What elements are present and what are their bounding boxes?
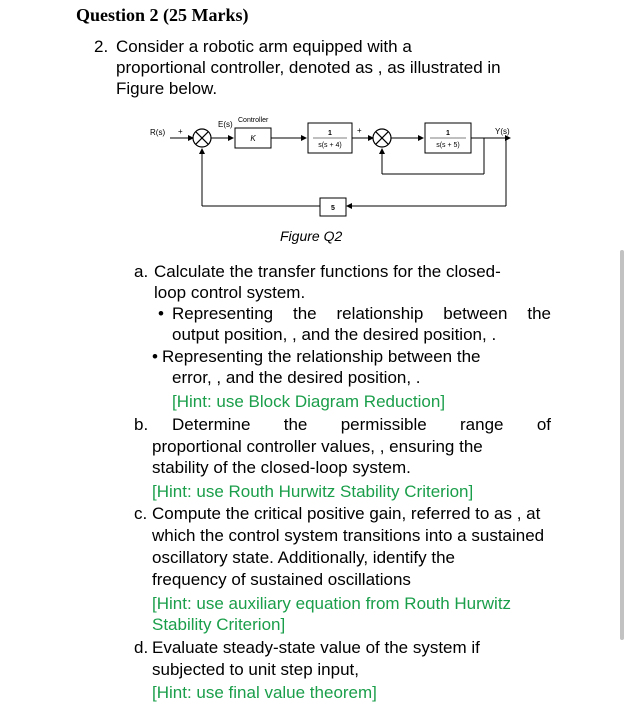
part-c-hint-line-1: [Hint: use auxiliary equation from Routh Hurwitz (152, 594, 512, 613)
part-c-label: c. (134, 504, 148, 523)
part-c-line-1: Compute the critical positive gain, referred to as , at (152, 504, 541, 523)
bullet-1-mark: • (158, 304, 164, 323)
figure-caption: Figure Q2 (280, 228, 343, 244)
part-d-hint: [Hint: use final value theorem] (152, 683, 377, 702)
plant2-numerator: 1 (446, 130, 450, 137)
feedback-gain: 5 (331, 205, 335, 212)
part-b-hint: [Hint: use Routh Hurwitz Stability Criterion] (152, 482, 474, 501)
bullet-2-line-2: error, , and the desired position, . (172, 368, 421, 387)
part-c-line-2: which the control system transitions into a sustained (152, 526, 545, 545)
intro-line-3: Figure below. (116, 79, 218, 98)
part-a-label: a. (134, 262, 149, 281)
part-d-line-2: subjected to unit step input, (152, 660, 359, 679)
intro-line-1: Consider a robotic arm equipped with a (116, 37, 412, 56)
output-label: Y(s) (495, 127, 510, 136)
sum1-sign: + (178, 127, 183, 136)
sum2-sign: + (357, 126, 362, 135)
part-d-line-1: Evaluate steady-state value of the system if (152, 638, 480, 657)
input-label: R(s) (150, 128, 166, 137)
plant1-denominator: s(s + 4) (318, 142, 342, 149)
bullet-2-line-1: Representing the relationship between the (162, 347, 481, 366)
bullet-1-line-1: Representing the relationship between the (172, 304, 551, 323)
part-b-line-2: proportional controller values, , ensuring the (152, 437, 483, 456)
part-b-line-3: stability of the closed-loop system. (152, 458, 411, 477)
part-a-line-2: loop control system. (154, 283, 306, 302)
summing-junction-1 (193, 129, 211, 147)
part-b-label: b. (134, 415, 149, 434)
part-c-line-3: oscillatory state. Additionally, identify the (152, 548, 456, 567)
bullet-1-line-2: output position, , and the desired position, . (172, 325, 497, 344)
part-c-hint-line-2: Stability Criterion] (152, 615, 286, 634)
summing-junction-2 (373, 129, 391, 147)
controller-caption: Controller (238, 117, 269, 124)
part-c-line-4: frequency of sustained oscillations (152, 570, 411, 589)
part-d-label: d. (134, 638, 149, 657)
block-diagram (150, 114, 520, 226)
vertical-scrollbar[interactable] (620, 250, 624, 640)
part-a-hint: [Hint: use Block Diagram Reduction] (172, 392, 446, 411)
intro-line-2: proportional controller, denoted as , as illustrated in (116, 58, 501, 77)
bullet-2-mark: • (152, 347, 158, 366)
part-b-line-1: Determine the permissible range of (172, 415, 551, 434)
question-title: Question 2 (25 Marks) (76, 5, 249, 25)
plant2-denominator: s(s + 5) (436, 142, 460, 149)
plant1-numerator: 1 (328, 130, 332, 137)
intro-number: 2. (94, 37, 109, 56)
controller-gain: K (250, 134, 256, 143)
error-label: E(s) (218, 120, 233, 129)
part-a-line-1: Calculate the transfer functions for the closed- (154, 262, 501, 281)
